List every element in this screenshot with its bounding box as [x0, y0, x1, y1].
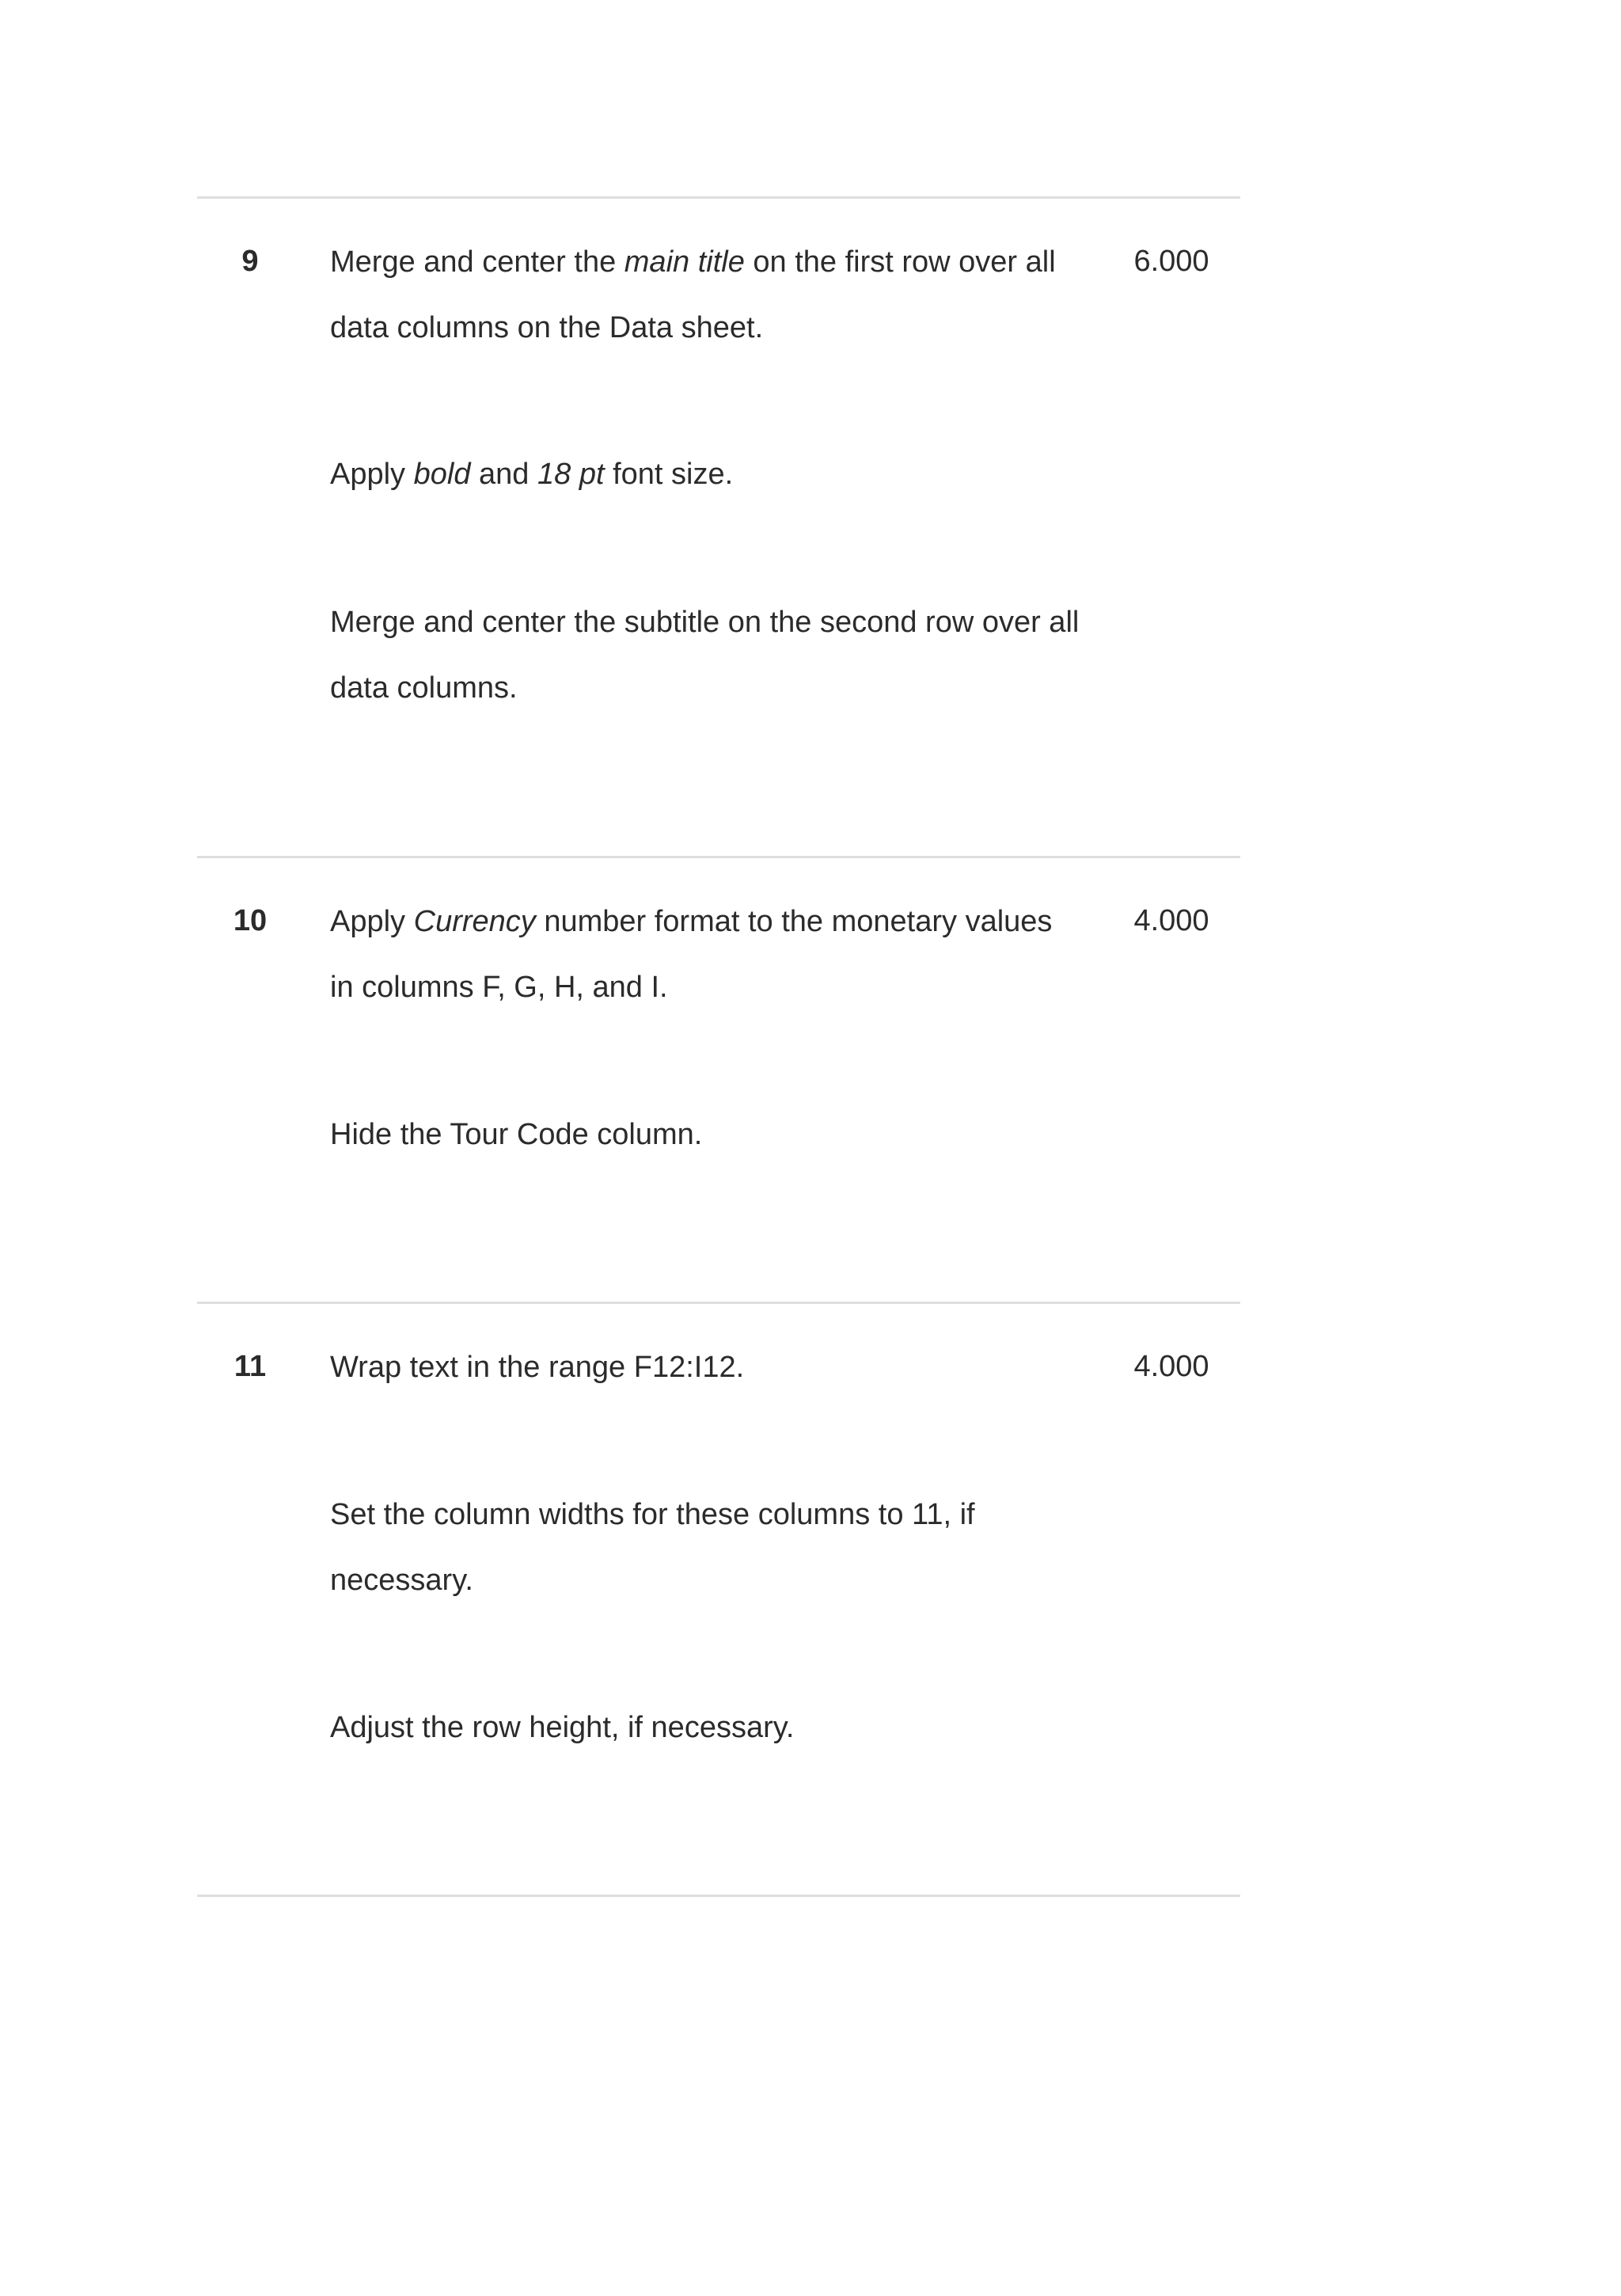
step-instruction [330, 442, 1106, 507]
step-instruction [330, 1482, 1106, 1614]
instruction-line: Adjust the row height, if necessary. [330, 1711, 795, 1744]
step-points: 4.000 [1133, 904, 1209, 937]
instruction-line: Merge and center the main title on the first row over all [330, 245, 1056, 279]
step-instruction [330, 1695, 1106, 1761]
instruction-line: in columns F, G, H, and I. [330, 971, 668, 1004]
row-separator [197, 856, 1240, 858]
instruction-line: Set the column widths for these columns to 11, if [330, 1498, 975, 1531]
step-points: 4.000 [1133, 1350, 1209, 1383]
step-instruction [330, 590, 1106, 721]
row-separator [197, 1302, 1240, 1304]
instruction-line: Apply Currency number format to the monetary values [330, 905, 1053, 938]
step-number: 11 [233, 1350, 267, 1383]
instruction-line: Hide the Tour Code column. [330, 1118, 703, 1151]
instruction-line: Apply bold and 18 pt font size. [330, 458, 734, 491]
step-number: 10 [233, 904, 268, 937]
step-instruction [330, 1335, 1106, 1401]
row-separator [197, 1895, 1240, 1897]
instruction-line: Merge and center the subtitle on the second row over all [330, 606, 1080, 639]
instruction-line: Wrap text in the range F12:I12. [330, 1351, 745, 1384]
step-points: 6.000 [1133, 245, 1209, 278]
step-instruction [330, 889, 1106, 1021]
row-separator [197, 196, 1240, 199]
instruction-line: necessary. [330, 1564, 473, 1597]
step-instruction [330, 230, 1106, 361]
step-instruction [330, 1102, 1106, 1168]
instruction-line: data columns on the Data sheet. [330, 311, 764, 344]
step-number: 9 [241, 245, 259, 278]
instruction-line: data columns. [330, 671, 518, 705]
